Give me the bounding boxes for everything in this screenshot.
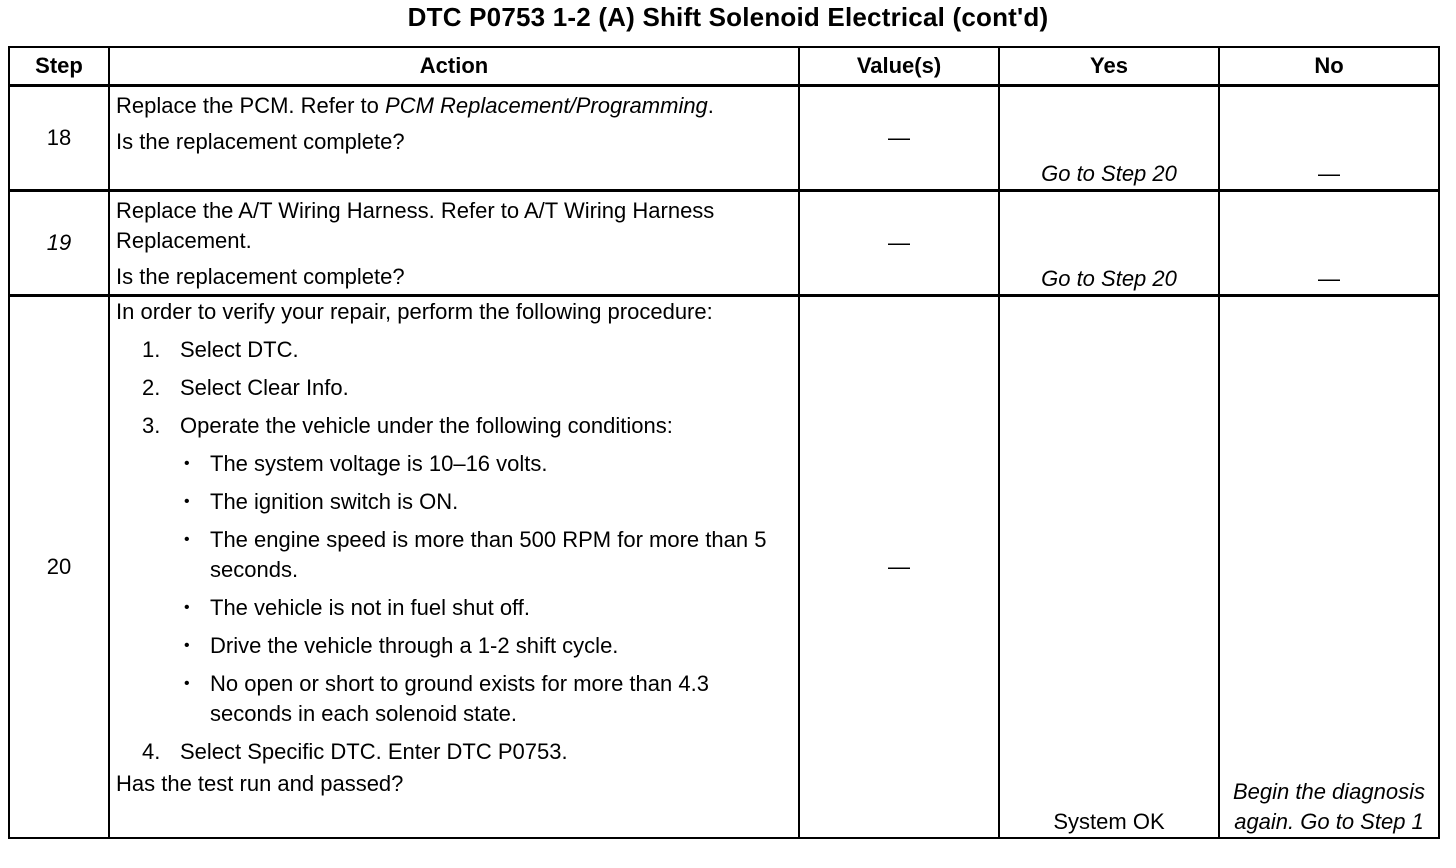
yes-cell: Go to Step 20 bbox=[999, 86, 1219, 191]
action-cell bbox=[109, 296, 799, 839]
bullet-icon: • bbox=[184, 599, 190, 616]
condition-item: • The engine speed is more than 500 RPM for more than 5 seconds. bbox=[184, 527, 767, 582]
condition-item: • Drive the vehicle through a 1-2 shift cycle. bbox=[116, 631, 792, 661]
header-yes: Yes bbox=[999, 47, 1219, 86]
header-action: Action bbox=[109, 47, 799, 86]
bullet-icon: • bbox=[184, 675, 190, 692]
bullet-icon: • bbox=[184, 637, 190, 654]
procedure-step: 2. Select Clear Info. bbox=[142, 375, 349, 400]
condition-item: • The system voltage is 10–16 volts. bbox=[116, 449, 792, 479]
page-title: DTC P0753 1-2 (A) Shift Solenoid Electrical (cont'd) bbox=[407, 2, 1049, 32]
table-header-row bbox=[9, 47, 1439, 86]
step-number: 20 bbox=[9, 296, 109, 839]
action-cell bbox=[109, 191, 799, 296]
yes-cell: Go to Step 20 bbox=[999, 191, 1219, 296]
condition-item: • No open or short to ground exists for more than 4.3 seconds in each solenoid state. bbox=[184, 671, 709, 726]
no-cell: — bbox=[1219, 86, 1439, 191]
reference-link: PCM Replacement/Programming bbox=[385, 93, 708, 118]
header-values: Value(s) bbox=[799, 47, 999, 86]
yes-cell: System OK bbox=[999, 296, 1219, 839]
action-intro: In order to verify your repair, perform the following procedure: bbox=[116, 299, 713, 324]
procedure-step: 4. Select Specific DTC. Enter DTC P0753. bbox=[142, 739, 568, 764]
table-row bbox=[9, 296, 1439, 839]
action-text: Replace the PCM. Refer to PCM Replacement/Programming. bbox=[116, 93, 714, 118]
table-row bbox=[9, 191, 1439, 296]
value-cell: — bbox=[799, 86, 999, 191]
bullet-icon: • bbox=[184, 493, 190, 510]
procedure-step: 3. Operate the vehicle under the following conditions: bbox=[142, 413, 673, 438]
step-number: 19 bbox=[9, 191, 109, 296]
bullet-icon: • bbox=[184, 455, 190, 472]
no-cell: — bbox=[1219, 191, 1439, 296]
action-cell bbox=[109, 86, 799, 191]
step-number: 18 bbox=[9, 86, 109, 191]
question-text: Is the replacement complete? bbox=[116, 264, 405, 289]
question-text: Is the replacement complete? bbox=[116, 129, 405, 154]
bullet-icon: • bbox=[184, 531, 190, 548]
condition-item: • The ignition switch is ON. bbox=[116, 487, 792, 517]
question-text: Has the test run and passed? bbox=[116, 771, 404, 796]
table-row bbox=[9, 86, 1439, 191]
header-step: Step bbox=[9, 47, 109, 86]
diagnostic-table bbox=[8, 46, 1440, 839]
value-cell: — bbox=[799, 296, 999, 839]
header-no: No bbox=[1219, 47, 1439, 86]
condition-item: • The vehicle is not in fuel shut off. bbox=[116, 593, 792, 623]
procedure-step: 1. Select DTC. bbox=[142, 337, 299, 362]
value-cell: — bbox=[799, 191, 999, 296]
action-text: Replace the A/T Wiring Harness. Refer to A/T Wiring Harness Replacement. bbox=[116, 198, 715, 253]
no-cell: Begin the diagnosis again. Go to Step 1 bbox=[1219, 296, 1439, 839]
